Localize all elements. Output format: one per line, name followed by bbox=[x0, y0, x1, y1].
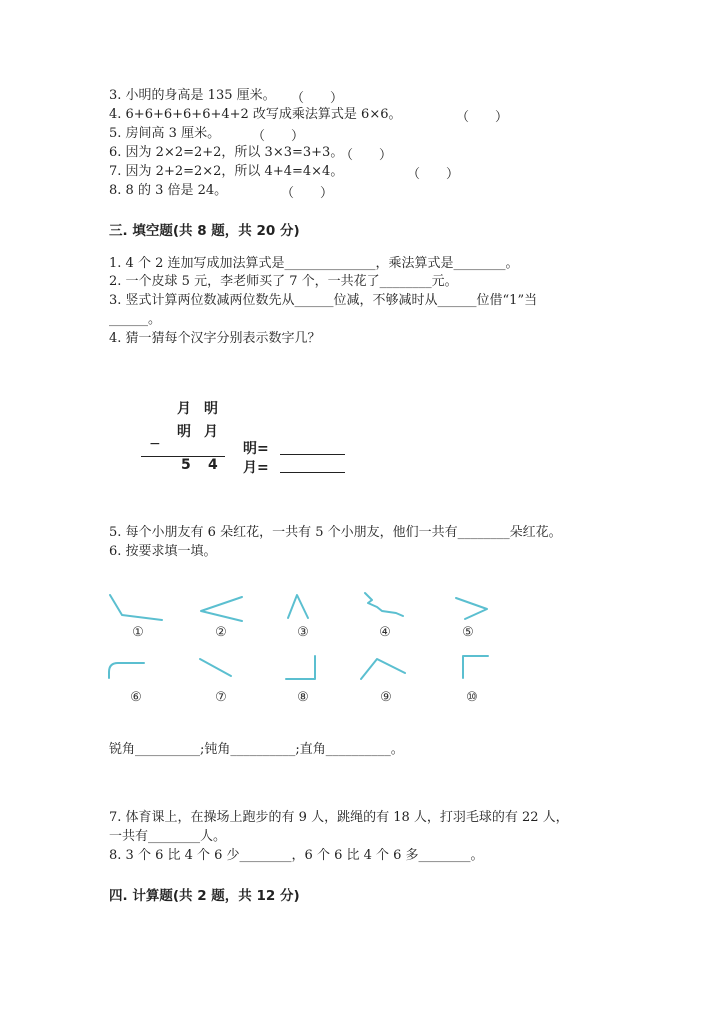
section-3-title: 三. 填空题(共 8 题，共 20 分) bbox=[109, 223, 300, 239]
angle-label: ⑤ bbox=[462, 625, 474, 640]
answer-blank[interactable] bbox=[280, 454, 345, 455]
angle-label: ⑦ bbox=[215, 690, 227, 705]
judgement-item-4: 4. 6+6+6+6+6+4+2 改写成乘法算式是 6×6。 bbox=[109, 107, 402, 122]
angle-figure-1 bbox=[110, 595, 162, 620]
answer-label-yue: 月= bbox=[243, 460, 269, 476]
minus-sign: − bbox=[149, 436, 161, 452]
fill-question-3-continued: ______。 bbox=[109, 312, 162, 327]
angle-label: ⑩ bbox=[466, 690, 478, 705]
fill-question-8: 8. 3 个 6 比 4 个 6 少________，6 个 6 比 4 个 6 多________。 bbox=[109, 848, 484, 863]
angle-classification-answer: 锐角__________;钝角__________;直角__________。 bbox=[109, 742, 404, 757]
section-4-title: 四. 计算题(共 2 题，共 12 分) bbox=[109, 888, 300, 904]
angle-label: ⑨ bbox=[380, 690, 392, 705]
fill-question-6: 6. 按要求填一填。 bbox=[109, 544, 217, 559]
answer-label-ming: 明= bbox=[243, 441, 269, 457]
angle-figure-4 bbox=[365, 593, 403, 616]
judgement-item-6: 6. 因为 2×2=2+2，所以 3×3=3+3。 bbox=[109, 145, 344, 160]
result-digit: 4 bbox=[208, 457, 218, 473]
fill-question-7-continued: 一共有________人。 bbox=[109, 829, 227, 844]
judgement-item-7: 7. 因为 2+2=2×2，所以 4+4=4×4。 bbox=[109, 164, 344, 179]
angle-figure-5 bbox=[456, 598, 487, 619]
puzzle-char: 明 bbox=[204, 401, 218, 417]
angle-label: ① bbox=[132, 625, 144, 640]
result-digit: 5 bbox=[181, 457, 191, 473]
angle-figure-2 bbox=[201, 597, 242, 621]
fill-question-2: 2. 一个皮球 5 元，李老师买了 7 个，一共花了________元。 bbox=[109, 274, 458, 289]
angle-label: ④ bbox=[379, 625, 391, 640]
answer-parentheses[interactable]: （ ） bbox=[340, 148, 393, 163]
fill-question-4: 4. 猜一猜每个汉字分别表示数字几？ bbox=[109, 331, 321, 346]
answer-parentheses[interactable]: （ ） bbox=[281, 186, 334, 201]
answer-parentheses[interactable]: （ ） bbox=[291, 91, 344, 106]
fill-question-7: 7. 体育课上，在操场上跑步的有 9 人，跳绳的有 18 人，打羽毛球的有 22 人， bbox=[109, 810, 569, 825]
angle-figure-7 bbox=[200, 659, 231, 676]
angle-figure-9 bbox=[361, 659, 405, 679]
angle-figure-8 bbox=[286, 656, 315, 679]
puzzle-char: 明 bbox=[177, 424, 191, 440]
puzzle-char: 月 bbox=[204, 424, 218, 440]
answer-parentheses[interactable]: （ ） bbox=[252, 129, 305, 144]
fill-question-5: 5. 每个小朋友有 6 朵红花，一共有 5 个小朋友，他们一共有________朵红花。 bbox=[109, 525, 562, 540]
answer-parentheses[interactable]: （ ） bbox=[456, 110, 509, 125]
judgement-item-3: 3. 小明的身高是 135 厘米。 bbox=[109, 88, 276, 103]
judgement-item-8: 8. 8 的 3 倍是 24。 bbox=[109, 183, 228, 198]
answer-parentheses[interactable]: （ ） bbox=[407, 167, 460, 182]
fill-question-1: 1. 4 个 2 连加写成加法算式是______________，乘法算式是________。 bbox=[109, 256, 519, 271]
angle-label: ⑧ bbox=[297, 690, 309, 705]
angle-label: ⑥ bbox=[130, 690, 142, 705]
angle-figure-3 bbox=[288, 595, 308, 618]
judgement-item-5: 5. 房间高 3 厘米。 bbox=[109, 126, 221, 141]
angle-figure-6 bbox=[109, 663, 144, 678]
angle-label: ② bbox=[215, 625, 227, 640]
angle-label: ③ bbox=[297, 625, 309, 640]
angle-figure-10 bbox=[463, 656, 488, 678]
answer-blank[interactable] bbox=[280, 472, 345, 473]
puzzle-char: 月 bbox=[177, 401, 191, 417]
fill-question-3: 3. 竖式计算两位数减两位数先从______位减，不够减时从______位借“1”当 bbox=[109, 293, 538, 308]
